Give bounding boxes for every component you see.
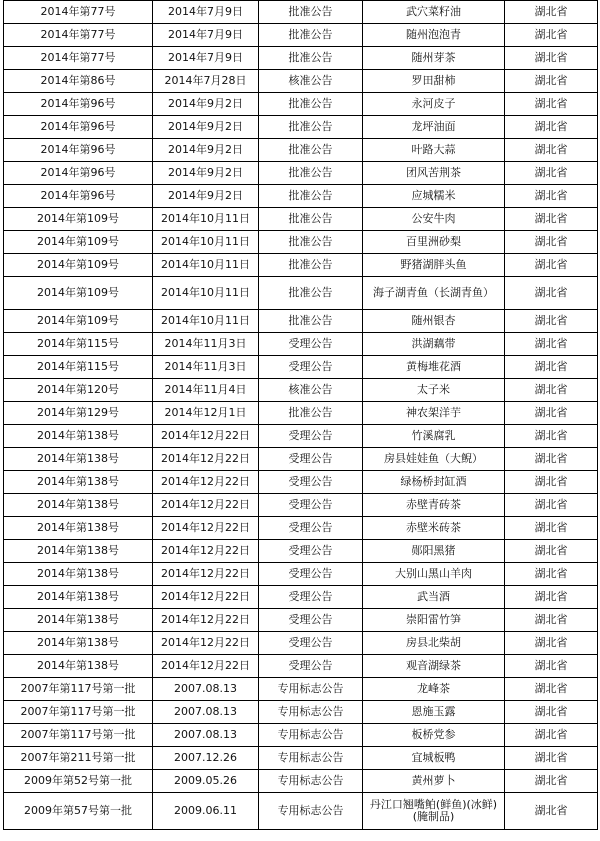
announcement-type-cell: 受理公告: [259, 540, 363, 563]
announcement-number-cell: 2014年第109号: [4, 231, 153, 254]
product-name-cell: 洪湖藕带: [363, 333, 505, 356]
announcement-type-cell: 受理公告: [259, 586, 363, 609]
announcement-type-cell: 批准公告: [259, 47, 363, 70]
province-cell: 湖北省: [505, 448, 598, 471]
announcement-date-cell: 2014年9月2日: [153, 162, 259, 185]
product-name-cell: 竹溪腐乳: [363, 425, 505, 448]
announcement-type-cell: 专用标志公告: [259, 678, 363, 701]
announcement-date-cell: 2007.08.13: [153, 678, 259, 701]
announcement-number-cell: 2014年第138号: [4, 425, 153, 448]
table-row: [4, 586, 598, 609]
announcement-number-cell: 2009年第52号第一批: [4, 770, 153, 793]
province-cell: 湖北省: [505, 356, 598, 379]
product-name-cell: 百里洲砂梨: [363, 231, 505, 254]
province-cell: 湖北省: [505, 793, 598, 830]
province-cell: 湖北省: [505, 563, 598, 586]
announcement-number-cell: 2014年第138号: [4, 471, 153, 494]
announcement-type-cell: 受理公告: [259, 609, 363, 632]
product-name-cell: 公安牛肉: [363, 208, 505, 231]
product-name-cell: 崇阳雷竹笋: [363, 609, 505, 632]
product-name-cell: 海子湖青鱼（长湖青鱼）: [363, 277, 505, 310]
table-row: [4, 162, 598, 185]
announcement-number-cell: 2014年第96号: [4, 139, 153, 162]
table-row: [4, 678, 598, 701]
table-row: [4, 310, 598, 333]
table-row: [4, 770, 598, 793]
table-row: [4, 471, 598, 494]
announcement-type-cell: 批准公告: [259, 310, 363, 333]
announcement-date-cell: 2014年12月22日: [153, 540, 259, 563]
announcement-type-cell: 受理公告: [259, 471, 363, 494]
announcement-number-cell: 2007年第117号第一批: [4, 701, 153, 724]
province-cell: 湖北省: [505, 231, 598, 254]
product-name-cell: 房县娃娃鱼（大鲵）: [363, 448, 505, 471]
announcement-date-cell: 2009.06.11: [153, 793, 259, 830]
table-row: [4, 356, 598, 379]
product-name-cell: 龙峰茶: [363, 678, 505, 701]
province-cell: 湖北省: [505, 116, 598, 139]
announcement-number-cell: 2009年第57号第一批: [4, 793, 153, 830]
announcement-number-cell: 2014年第138号: [4, 517, 153, 540]
product-name-cell: 罗田甜柿: [363, 70, 505, 93]
province-cell: 湖北省: [505, 402, 598, 425]
product-name-cell: 龙坪油面: [363, 116, 505, 139]
announcement-date-cell: 2014年11月4日: [153, 379, 259, 402]
table-row: [4, 655, 598, 678]
province-cell: 湖北省: [505, 517, 598, 540]
announcement-table-body: [4, 1, 598, 830]
product-name-cell: 赤壁米砖茶: [363, 517, 505, 540]
table-row: [4, 609, 598, 632]
table-row: [4, 517, 598, 540]
announcement-date-cell: 2014年12月22日: [153, 471, 259, 494]
table-row: [4, 632, 598, 655]
table-row: [4, 139, 598, 162]
province-cell: 湖北省: [505, 586, 598, 609]
table-row: [4, 563, 598, 586]
announcement-number-cell: 2007年第117号第一批: [4, 724, 153, 747]
table-row: [4, 425, 598, 448]
announcement-number-cell: 2014年第77号: [4, 47, 153, 70]
table-row: [4, 701, 598, 724]
announcement-type-cell: 批准公告: [259, 402, 363, 425]
announcement-date-cell: 2014年10月11日: [153, 254, 259, 277]
table-row: [4, 70, 598, 93]
table-row: [4, 208, 598, 231]
province-cell: 湖北省: [505, 162, 598, 185]
announcement-date-cell: 2014年12月22日: [153, 586, 259, 609]
announcement-type-cell: 批准公告: [259, 93, 363, 116]
product-name-cell: 恩施玉露: [363, 701, 505, 724]
announcement-date-cell: 2014年11月3日: [153, 356, 259, 379]
announcement-number-cell: 2014年第86号: [4, 70, 153, 93]
table-row: [4, 540, 598, 563]
announcement-number-cell: 2014年第96号: [4, 185, 153, 208]
table-row: [4, 277, 598, 310]
province-cell: 湖北省: [505, 770, 598, 793]
announcement-number-cell: 2014年第138号: [4, 494, 153, 517]
product-name-cell: 赤壁青砖茶: [363, 494, 505, 517]
announcement-number-cell: 2014年第109号: [4, 310, 153, 333]
announcement-date-cell: 2014年12月22日: [153, 448, 259, 471]
announcement-type-cell: 批准公告: [259, 139, 363, 162]
announcement-date-cell: 2014年11月3日: [153, 333, 259, 356]
province-cell: 湖北省: [505, 471, 598, 494]
announcement-type-cell: 受理公告: [259, 494, 363, 517]
announcement-date-cell: 2009.05.26: [153, 770, 259, 793]
announcement-number-cell: 2014年第138号: [4, 632, 153, 655]
announcement-date-cell: 2014年12月22日: [153, 609, 259, 632]
announcement-date-cell: 2014年12月22日: [153, 563, 259, 586]
table-row: [4, 254, 598, 277]
announcement-number-cell: 2014年第109号: [4, 208, 153, 231]
province-cell: 湖北省: [505, 724, 598, 747]
announcement-date-cell: 2014年7月9日: [153, 47, 259, 70]
province-cell: 湖北省: [505, 655, 598, 678]
product-name-cell: 太子米: [363, 379, 505, 402]
table-row: [4, 333, 598, 356]
product-name-cell: 绿杨桥封缸酒: [363, 471, 505, 494]
announcement-number-cell: 2014年第109号: [4, 277, 153, 310]
province-cell: 湖北省: [505, 277, 598, 310]
table-row: [4, 1, 598, 24]
announcement-type-cell: 批准公告: [259, 185, 363, 208]
announcement-date-cell: 2014年10月11日: [153, 231, 259, 254]
table-row: [4, 24, 598, 47]
table-row: [4, 231, 598, 254]
product-name-cell: 郧阳黑猪: [363, 540, 505, 563]
announcement-type-cell: 专用标志公告: [259, 701, 363, 724]
announcement-type-cell: 批准公告: [259, 254, 363, 277]
announcement-type-cell: 受理公告: [259, 333, 363, 356]
product-name-cell: 神农架洋芋: [363, 402, 505, 425]
province-cell: 湖北省: [505, 379, 598, 402]
announcement-type-cell: 受理公告: [259, 517, 363, 540]
announcement-type-cell: 批准公告: [259, 24, 363, 47]
province-cell: 湖北省: [505, 747, 598, 770]
province-cell: 湖北省: [505, 310, 598, 333]
product-name-cell: 房县北柴胡: [363, 632, 505, 655]
announcement-date-cell: 2014年12月22日: [153, 494, 259, 517]
table-row: [4, 494, 598, 517]
announcement-type-cell: 批准公告: [259, 231, 363, 254]
announcement-type-cell: 批准公告: [259, 277, 363, 310]
table-row: [4, 379, 598, 402]
announcement-number-cell: 2014年第96号: [4, 162, 153, 185]
announcement-type-cell: 批准公告: [259, 208, 363, 231]
announcement-date-cell: 2014年12月22日: [153, 655, 259, 678]
table-row: [4, 724, 598, 747]
product-name-cell: 永河皮子: [363, 93, 505, 116]
product-name-cell: 黄梅堆花酒: [363, 356, 505, 379]
announcement-number-cell: 2014年第115号: [4, 356, 153, 379]
province-cell: 湖北省: [505, 540, 598, 563]
product-name-cell: 丹江口翘嘴鲌(鲜鱼)(冰鲜)(腌制品): [363, 793, 505, 830]
announcement-date-cell: 2014年12月22日: [153, 632, 259, 655]
product-name-cell: 板桥党参: [363, 724, 505, 747]
product-name-cell: 随州泡泡青: [363, 24, 505, 47]
announcement-date-cell: 2014年12月1日: [153, 402, 259, 425]
province-cell: 湖北省: [505, 47, 598, 70]
announcement-date-cell: 2014年9月2日: [153, 139, 259, 162]
announcement-number-cell: 2014年第138号: [4, 655, 153, 678]
table-row: [4, 793, 598, 830]
announcement-number-cell: 2014年第115号: [4, 333, 153, 356]
table-row: [4, 185, 598, 208]
province-cell: 湖北省: [505, 24, 598, 47]
announcement-number-cell: 2014年第129号: [4, 402, 153, 425]
announcement-number-cell: 2014年第138号: [4, 609, 153, 632]
announcement-number-cell: 2014年第138号: [4, 540, 153, 563]
announcement-type-cell: 受理公告: [259, 563, 363, 586]
announcement-number-cell: 2014年第138号: [4, 448, 153, 471]
province-cell: 湖北省: [505, 701, 598, 724]
product-name-cell: 叶路大蒜: [363, 139, 505, 162]
announcement-number-cell: 2014年第96号: [4, 116, 153, 139]
table-row: [4, 116, 598, 139]
announcement-type-cell: 批准公告: [259, 116, 363, 139]
table-row: [4, 47, 598, 70]
province-cell: 湖北省: [505, 425, 598, 448]
province-cell: 湖北省: [505, 1, 598, 24]
product-name-cell: 随州银杏: [363, 310, 505, 333]
table-row: [4, 93, 598, 116]
announcement-type-cell: 受理公告: [259, 425, 363, 448]
province-cell: 湖北省: [505, 609, 598, 632]
table-row: [4, 402, 598, 425]
table-row: [4, 448, 598, 471]
province-cell: 湖北省: [505, 494, 598, 517]
announcement-type-cell: 受理公告: [259, 448, 363, 471]
product-name-cell: 大别山黑山羊肉: [363, 563, 505, 586]
announcement-date-cell: 2014年10月11日: [153, 208, 259, 231]
announcement-type-cell: 批准公告: [259, 1, 363, 24]
announcement-number-cell: 2007年第211号第一批: [4, 747, 153, 770]
province-cell: 湖北省: [505, 632, 598, 655]
announcement-date-cell: 2014年7月9日: [153, 1, 259, 24]
province-cell: 湖北省: [505, 678, 598, 701]
announcement-number-cell: 2014年第96号: [4, 93, 153, 116]
announcement-date-cell: 2014年12月22日: [153, 517, 259, 540]
announcement-date-cell: 2007.08.13: [153, 724, 259, 747]
province-cell: 湖北省: [505, 93, 598, 116]
product-name-cell: 应城糯米: [363, 185, 505, 208]
announcement-type-cell: 批准公告: [259, 162, 363, 185]
product-name-cell: 武穴菜籽油: [363, 1, 505, 24]
product-name-cell: 野猪湖胖头鱼: [363, 254, 505, 277]
announcement-number-cell: 2014年第138号: [4, 586, 153, 609]
product-name-cell: 团风苦荆茶: [363, 162, 505, 185]
province-cell: 湖北省: [505, 70, 598, 93]
announcement-type-cell: 受理公告: [259, 632, 363, 655]
announcement-number-cell: 2014年第138号: [4, 563, 153, 586]
announcement-type-cell: 核准公告: [259, 70, 363, 93]
announcement-date-cell: 2014年12月22日: [153, 425, 259, 448]
province-cell: 湖北省: [505, 333, 598, 356]
announcement-date-cell: 2014年10月11日: [153, 277, 259, 310]
product-name-cell: 随州芽茶: [363, 47, 505, 70]
announcement-date-cell: 2014年9月2日: [153, 93, 259, 116]
announcement-date-cell: 2014年9月2日: [153, 116, 259, 139]
announcement-type-cell: 核准公告: [259, 379, 363, 402]
announcement-date-cell: 2014年9月2日: [153, 185, 259, 208]
announcement-number-cell: 2014年第77号: [4, 1, 153, 24]
product-name-cell: 黄州萝卜: [363, 770, 505, 793]
announcement-date-cell: 2007.12.26: [153, 747, 259, 770]
announcement-type-cell: 专用标志公告: [259, 793, 363, 830]
announcement-date-cell: 2014年7月28日: [153, 70, 259, 93]
announcement-number-cell: 2014年第77号: [4, 24, 153, 47]
announcement-type-cell: 专用标志公告: [259, 724, 363, 747]
announcement-number-cell: 2007年第117号第一批: [4, 678, 153, 701]
province-cell: 湖北省: [505, 185, 598, 208]
product-name-cell: 观音湖绿茶: [363, 655, 505, 678]
announcement-table: [3, 0, 598, 830]
table-row: [4, 747, 598, 770]
announcement-date-cell: 2007.08.13: [153, 701, 259, 724]
province-cell: 湖北省: [505, 254, 598, 277]
announcement-type-cell: 受理公告: [259, 655, 363, 678]
province-cell: 湖北省: [505, 139, 598, 162]
announcement-number-cell: 2014年第120号: [4, 379, 153, 402]
announcement-date-cell: 2014年10月11日: [153, 310, 259, 333]
product-name-cell: 武当酒: [363, 586, 505, 609]
announcement-type-cell: 专用标志公告: [259, 747, 363, 770]
province-cell: 湖北省: [505, 208, 598, 231]
announcement-type-cell: 专用标志公告: [259, 770, 363, 793]
announcement-type-cell: 受理公告: [259, 356, 363, 379]
announcement-date-cell: 2014年7月9日: [153, 24, 259, 47]
announcement-number-cell: 2014年第109号: [4, 254, 153, 277]
product-name-cell: 宜城板鸭: [363, 747, 505, 770]
